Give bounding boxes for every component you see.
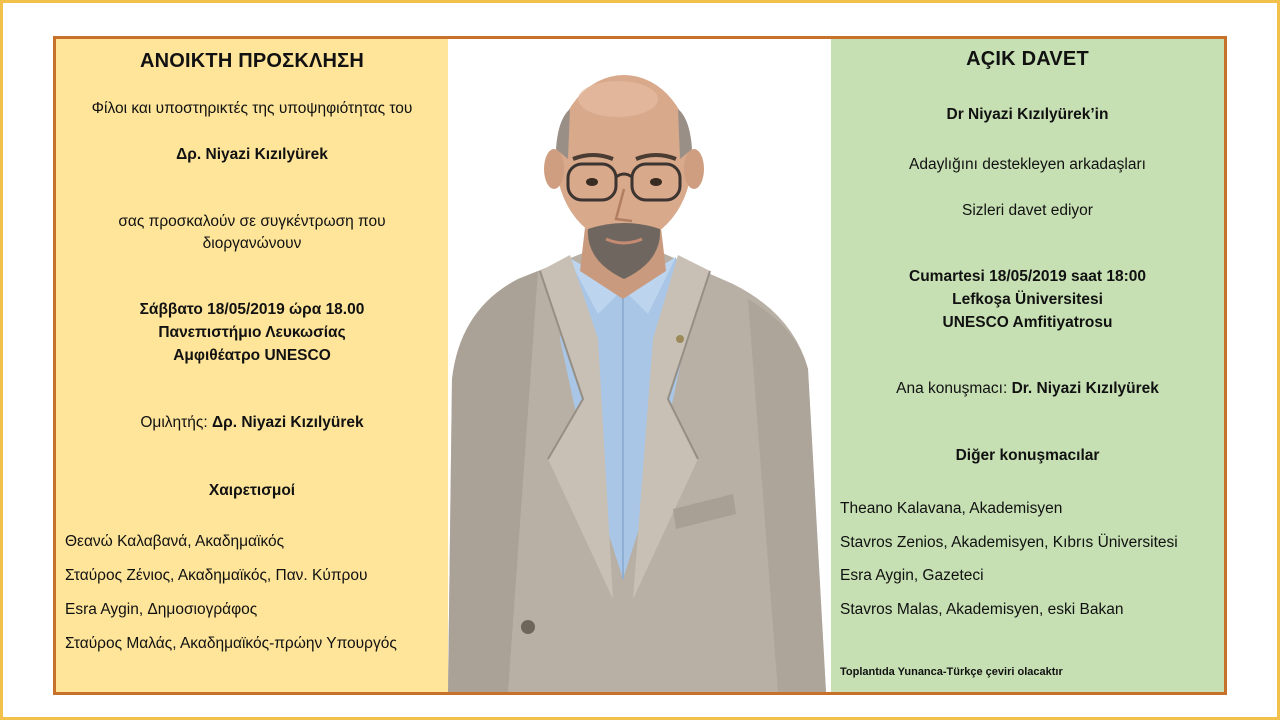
turkish-invite: Sizleri davet ediyor bbox=[962, 202, 1093, 219]
turkish-speaker-item: Esra Aygin, Gazeteci bbox=[840, 567, 984, 584]
greek-speaker-label: Ομιλητής: bbox=[140, 414, 212, 431]
greek-greeter: Θεανώ Καλαβανά, Ακαδημαϊκός bbox=[65, 533, 285, 550]
turkish-speaker-label: Ana konuşmacı: bbox=[896, 380, 1012, 397]
turkish-candidate-name: Dr Niyazi Kızılyürek’in bbox=[946, 106, 1109, 123]
turkish-invitation-panel bbox=[831, 39, 1224, 692]
turkish-other-speakers-title: Diğer konuşmacılar bbox=[955, 447, 1100, 464]
turkish-speaker-item: Theano Kalavana, Akademisyen bbox=[840, 500, 1063, 517]
portrait-image bbox=[448, 39, 831, 692]
turkish-venue2: UNESCO Amfitiyatrosu bbox=[942, 314, 1113, 331]
turkish-title: AÇIK DAVET bbox=[966, 48, 1089, 70]
turkish-speaker-item: Stavros Zenios, Akademisyen, Kıbrıs Üniversitesi bbox=[840, 534, 1178, 551]
turkish-speaker bbox=[831, 379, 1224, 399]
invitation-card bbox=[53, 36, 1227, 695]
turkish-speaker-item: Stavros Malas, Akademisyen, eski Bakan bbox=[840, 601, 1124, 618]
turkish-date: Cumartesi 18/05/2019 saat 18:00 bbox=[909, 268, 1146, 285]
greek-greeter: Σταύρος Ζένιος, Ακαδημαϊκός, Παν. Κύπρου bbox=[65, 567, 368, 584]
turkish-venue1: Lefkoşa Üniversitesi bbox=[952, 291, 1103, 308]
translation-note: Toplantıda Yunanca-Türkçe çeviri olacaktır bbox=[840, 666, 1063, 678]
greek-candidate-name: Δρ. Niyazi Kızılyürek bbox=[176, 146, 328, 163]
turkish-supporters: Adaylığını destekleyen arkadaşları bbox=[909, 156, 1146, 173]
candidate-portrait bbox=[448, 39, 831, 692]
greek-venue1: Πανεπιστήμιο Λευκωσίας bbox=[158, 324, 346, 341]
greek-greetings-title: Χαιρετισμοί bbox=[208, 482, 296, 499]
greek-title: ΑΝΟΙΚΤΗ ΠΡΟΣΚΛΗΣΗ bbox=[139, 50, 365, 72]
turkish-speaker-name: Dr. Niyazi Kızılyürek bbox=[1011, 380, 1159, 397]
greek-intro: Φίλοι και υποστηρικτές της υποψηφιότητας του bbox=[91, 100, 413, 117]
greek-speaker-name: Δρ. Niyazi Kızılyürek bbox=[211, 414, 364, 431]
greek-date: Σάββατο 18/05/2019 ώρα 18.00 bbox=[139, 301, 365, 318]
greek-greeter: Σταύρος Μαλάς, Ακαδημαϊκός-πρώην Υπουργός bbox=[65, 635, 397, 652]
greek-greeter: Esra Aygin, Δημοσιογράφος bbox=[65, 601, 258, 618]
greek-invite-line2: διοργανώνουν bbox=[202, 235, 302, 252]
greek-invite-line1: σας προσκαλούν σε συγκέντρωση που bbox=[118, 213, 386, 230]
greek-invitation-panel bbox=[56, 39, 448, 692]
greek-speaker bbox=[56, 413, 448, 433]
greek-venue2: Αμφιθέατρο UNESCO bbox=[173, 347, 331, 364]
